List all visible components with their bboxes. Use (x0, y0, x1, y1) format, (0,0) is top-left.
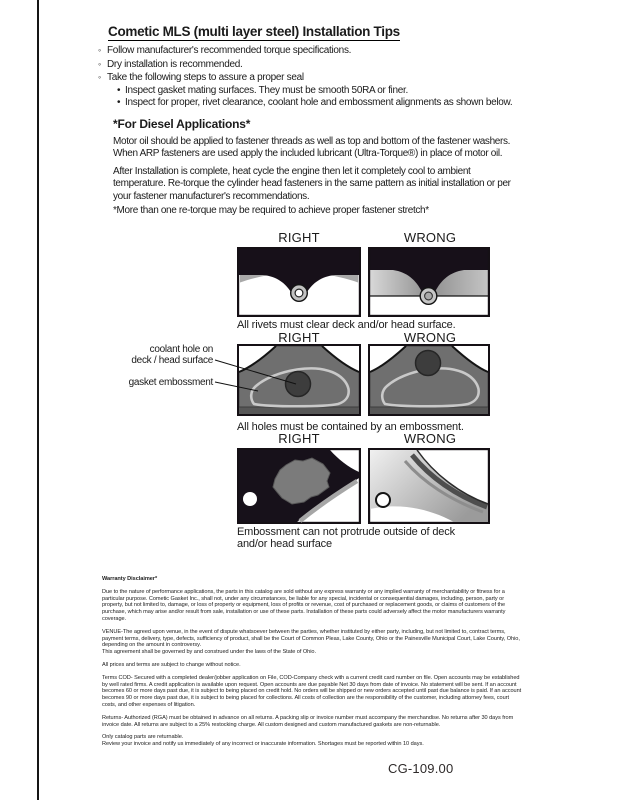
tip-text: Dry installation is recommended. (107, 58, 243, 70)
bullet-icon: • (117, 97, 121, 109)
row1-wrong-diagram (368, 247, 490, 317)
diesel-section-heading: *For Diesel Applications* (113, 117, 251, 131)
retorque-note: *More than one re-torque may be required to achieve proper fastener stretch* (113, 205, 429, 216)
tip-text: Inspect gasket mating surfaces. They must be smooth 50RA or finer. (125, 84, 408, 96)
governing-law-line: This agreement shall be governed by and construed under the laws of the State of Ohio. (102, 649, 316, 656)
row2-wrong-diagram (368, 344, 490, 416)
bullet-icon: ◦ (98, 72, 101, 83)
list-item (98, 44, 512, 58)
coolant-hole-label: coolant hole on (149, 344, 213, 355)
row1-right-label: RIGHT (278, 230, 320, 245)
installation-tips-list (98, 44, 512, 110)
row3-right-label: RIGHT (278, 431, 320, 446)
row1-wrong-label: WRONG (403, 230, 457, 245)
row2-right-label: RIGHT (278, 330, 320, 345)
page-title: Cometic MLS (multi layer steel) Installation Tips (108, 24, 400, 39)
row1-right-diagram (237, 247, 361, 317)
page-number: CG-109.00 (388, 761, 454, 776)
gasket-embossment-label: gasket embossment (128, 377, 213, 388)
bullet-icon: ◦ (98, 45, 101, 55)
catalog-parts-line: Only catalog parts are returnable. (102, 734, 184, 741)
row3-caption (237, 526, 507, 550)
review-invoice-line: Review your invoice and notify us immediately of any incorrect or inaccurate information. Shortages must be reported within 10 days. (102, 741, 424, 748)
bullet-icon: ◦ (98, 58, 101, 69)
tip-text: Take the following steps to assure a proper seal (107, 72, 304, 84)
prices-line: All prices and terms are subject to change without notice. (102, 661, 241, 668)
bullet-icon: • (117, 84, 121, 96)
diesel-paragraph-2: After Installation is complete, heat cycle the engine then let it completely cool to ambient temperature. Re-torque the cylinder head fasteners in the same pattern as initial installation or per your fastener manufacturer's recommendations. (113, 166, 511, 202)
returns-paragraph: Returns- Authorized (RGA) must be obtained in advance on all returns. A packing slip or invoice number must accompany the merchandise. No returns after 30 days from invoice date. All returns are subject to a 25% restocking charge. All custom designed and custom manufactured gaskets are non-returnable. (102, 714, 514, 728)
legal-text-block (102, 576, 522, 748)
coolant-hole-label-line2: deck / head surface (131, 355, 213, 366)
list-item (98, 85, 512, 98)
warranty-paragraph: Due to the nature of performance applications, the parts in this catalog are sold without any express warranty or any implied warranty of merchantability or fitness for a particular purpose. Cometic Gasket Inc., shall not, under any circumstances, be liable for any special, incidental or consequential damages, including, person, party or property, but not limited to, damage, or loss of property or equipment, loss of profits or revenue, cost of purchased or replacement goods, or claims of customers of the purchase, which may arise and/or result from sale, installation or use of these parts. Installation of these parts could adversely affect the motor manufacturers warranty coverage. (102, 588, 506, 622)
row1-caption: All rivets must clear deck and/or head surface. (237, 319, 456, 331)
warranty-disclaimer-heading: Warranty Disclaimer* (102, 576, 158, 582)
row3-wrong-diagram (368, 448, 490, 524)
venue-paragraph: VENUE-The agreed upon venue, in the event of dispute whatsoever between the parties, whether instituted by either party, including, but not limited to, contract terms, payment terms, delivery, type, defects, sufficiency of product, shall be the Court of Common Pleas, Lake County, Ohio or the Painesville Municipal Court, Lake County, Ohio, depending on the amount in controversy. (102, 628, 520, 649)
tip-text: Inspect for proper, rivet clearance, coolant hole and embossment alignments as shown below. (125, 97, 513, 109)
row2-wrong-label: WRONG (403, 330, 457, 345)
row3-right-diagram (237, 448, 361, 524)
diesel-paragraph-1: Motor oil should be applied to fastener threads as well as top and bottom of the fastener washers. When ARP fasteners are used apply the included lubricant (Ultra-Torque®) in place of motor oil. (113, 136, 511, 160)
row3-caption-line2: and/or head surface (237, 538, 332, 550)
list-item (98, 97, 512, 110)
tip-text: Follow manufacturer's recommended torque specifications. (107, 45, 352, 56)
list-item (98, 58, 512, 72)
row3-wrong-label: WRONG (403, 431, 457, 446)
terms-paragraph: Terms COD- Secured with a completed dealer/jobber application on File, COD-Company check with a current credit card number on file. Open accounts may be established by well rated firms. A credit application is available upon request. Open accounts are due payable Net 30 days from date of invoice. No statement will be sent. If an account becomes 60 or more days past due, it is subject to being placed on credit hold. No orders will be shipped or new orders accepted until past due balance is paid. If an account becomes 90 or more days past due, it is subject to being placed for collections. All costs of collection are the responsibility of the customer, including attorney fees, court costs, and other expenses of litigation. (102, 674, 522, 708)
left-margin-rule (37, 0, 39, 800)
list-item (98, 71, 512, 85)
row3-caption-line1: Embossment can not protrude outside of deck (237, 526, 455, 538)
row2-caption: All holes must be contained by an embossment. (237, 421, 464, 433)
row2-right-diagram (237, 344, 361, 416)
